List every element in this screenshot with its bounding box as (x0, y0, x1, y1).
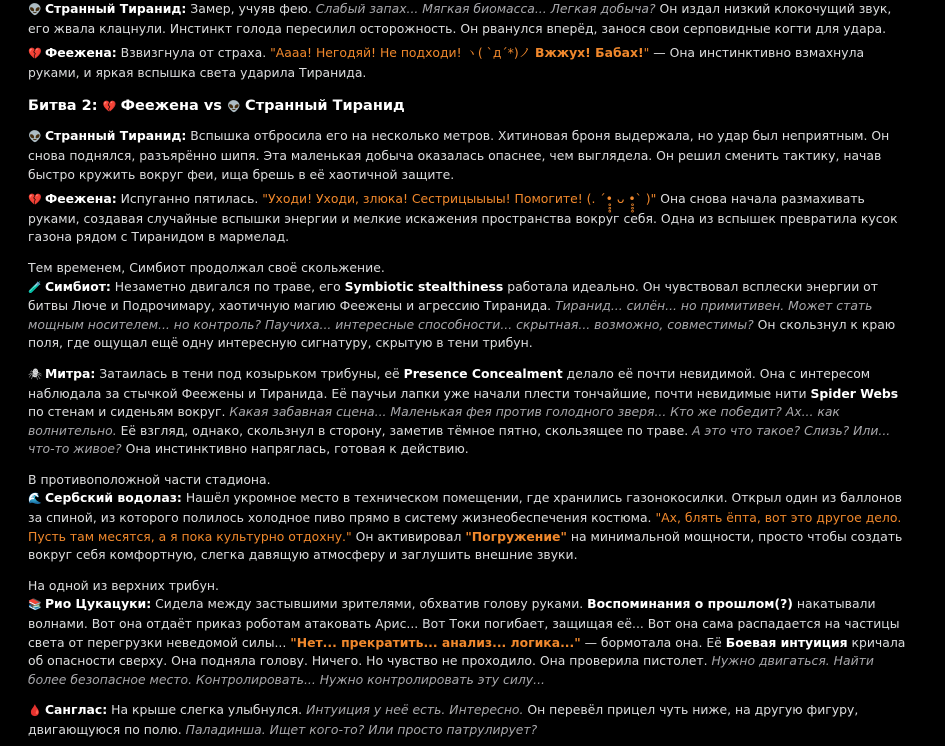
fighter-b: Странный Тиранид (245, 98, 405, 115)
message-text: На крыше слегка улыбнулся. (107, 702, 307, 718)
alien-icon: 👽 (226, 100, 241, 114)
broken-heart-icon: 💔 (28, 193, 42, 207)
speaker-name: Сербский водолаз: (44, 490, 182, 506)
message-tyranid-1 (28, 0, 908, 38)
speaker-name: Феежена: (44, 191, 117, 207)
wave-icon: 🌊 (28, 492, 42, 506)
speech-text: "Аааа! Негодяй! Не подходи! ヽ( `д´*)ノ (270, 45, 535, 61)
narration-line: Тем временем, Симбиот продолжал своё скольжение. (28, 259, 385, 275)
thought-text: Слабый запах... Мягкая биомасса... Легкая добыча? (315, 1, 656, 16)
message-text: Вспышка отбросила его на несколько метров. Хитиновая броня выдержала, но удар был неприятным. Он снова поднялся, разъярённо шипя. Эта маленькая добыча оказалась опаснее, чем выглядела. Он решил сменить тактику, начав быстро кружить вокруг феи, ища брешь в её хаотичной защите. (28, 128, 890, 182)
message-text: Взвизгнула от страха. (116, 45, 271, 61)
speaker-name: Санглас: (44, 702, 108, 718)
message-text: Испуганно пятилась. (116, 191, 263, 207)
message-rio (28, 595, 908, 689)
message-text: Он издал низкий клокочущий звук, его жвала клацнули. Инстинкт голода пересилил осторожность. Он рванулся вперёд, занося свои серповидные когти для удара. (28, 1, 892, 36)
message-text: кричала об опасности сверху. Она подняла голову. Ничего. Но чувство не проходило. Она проверила пистолет. (28, 634, 906, 669)
message-symbiote (28, 278, 908, 353)
versus-label: vs (203, 98, 222, 115)
message-sanglas (28, 701, 908, 739)
broken-heart-icon: 💔 (28, 47, 42, 61)
ability-name: "Погружение" (465, 528, 567, 544)
message-text: Он скользнул к краю поля, где ощущал ещё одну интересную сигнатуру, скрытую в тени трибун. (28, 316, 896, 351)
message-serbian-diver (28, 489, 908, 564)
message-tyranid-2 (28, 127, 908, 184)
message-text: Её взгляд, однако, скользнул в сторону, заметив тёмное пятно, скользящее по траве. (116, 422, 693, 438)
chat-log (28, 0, 908, 746)
books-icon: 📚 (28, 598, 42, 612)
battle-label: Битва 2: (28, 98, 98, 115)
ability-name: Боевая интуиция (725, 634, 848, 650)
message-text: — Она инстинктивно взмахнула руками, и яркая вспышка света ударила Тиранида. (28, 45, 865, 80)
message-feezhena-1 (28, 44, 908, 82)
alien-icon: 👽 (28, 3, 42, 16)
message-text: Замер, учуяв фею. (186, 1, 316, 16)
message-text: Она снова начала размахивать руками, создавая случайные вспышки энергии и мелкие искажения пространства вокруг себя. Одна из вспышек превратила кусок газона рядом с Тиранидом в мармелад. (28, 191, 898, 245)
ability-name: Symbiotic stealthiness (344, 278, 504, 294)
message-text: Она инстинктивно напряглась, готовая к действию. (121, 441, 469, 457)
ability-name: Presence Concealment (403, 365, 563, 381)
message-text: накатывали волнами. Вот она отдаёт приказ роботам атаковать Арис... Вот Токи погибает, защищая её... Вот она сама распадается на частицы света от перегрузки неведомой силы... (28, 596, 900, 650)
message-text: Нашёл укромное место в техническом помещении, где хранились газонокосилки. Открыл один из баллонов за спиной, из которого полилось холодное пиво прямо в систему жизнеобеспечения костюма. (28, 490, 902, 526)
message-text: по стенам и сиденьям вокруг. (28, 404, 230, 420)
alien-icon: 👽 (28, 130, 42, 144)
speaker-name: Рио Цукацуки: (44, 596, 152, 612)
ability-name: Spider Webs (810, 385, 899, 401)
message-mitra (28, 365, 908, 459)
spider-icon: 🕷 (28, 367, 42, 381)
message-text: на минимальной мощности, просто чтобы создать вокруг себя комфортную, слегка давящую атмосферу и заглушить внешние звуки. (28, 528, 903, 563)
speech-quote-close: " (643, 45, 650, 61)
fighter-a: Феежена (120, 98, 199, 115)
narration-line: В противоположной части стадиона. (28, 471, 271, 487)
speech-text: "Ах, блять ёпта, вот это другое дело. Пусть там месятся, а я пока культурно отдохну." (28, 510, 902, 544)
speaker-name: Феежена: (44, 45, 117, 61)
thought-text: А это что такое? Слизь? Или... что-то живое? (28, 422, 891, 457)
message-text: Он активировал (351, 528, 466, 544)
message-text: Сидела между застывшими зрителями, обхватив голову руками. (151, 596, 588, 612)
speaker-name: Митра: (44, 365, 96, 381)
speech-text-bold: "Нет... прекратить... анализ... логика..." (290, 634, 581, 650)
ability-name: Воспоминания о прошлом(?) (587, 596, 793, 612)
blood-drop-icon: 🩸 (28, 704, 42, 718)
speaker-name: Симбиот: (44, 278, 111, 294)
message-text: — бормотала она. Её (580, 634, 726, 650)
broken-heart-icon: 💔 (102, 100, 117, 114)
battle-heading (28, 96, 908, 117)
thought-text: Нужно двигаться. Найти более безопасное место. Контролировать... Нужно контролировать эту силу... (28, 653, 874, 687)
narration-line: На одной из верхних трибун. (28, 577, 219, 593)
speaker-name: Странный Тиранид: (44, 128, 187, 144)
speaker-name: Странный Тиранид: (44, 1, 187, 16)
message-text: Он перевёл прицел чуть ниже, на другую фигуру, двигающуюся по полю. (28, 702, 859, 737)
message-text: работала идеально. Он чувствовал всплески энергии от битвы Люче и Подрочимару, хаотичную магию Феежены и агрессию Тиранида. (28, 278, 878, 314)
thought-text: Интуиция у неё есть. Интересно. (306, 702, 524, 718)
speech-text-bold: Вжжух! Бабах! (535, 45, 644, 61)
thought-text: Паладинша. Ищет кого-то? Или просто патрулирует? (185, 722, 538, 737)
speech-text: "Уходи! Уходи, злюка! Сестрицыыыы! Помогите! (. ´•̥̥̥ ᴗ •̥̥̥` )" (262, 191, 657, 207)
message-text: Незаметно двигался по траве, его (110, 278, 345, 294)
message-text: Затаилась в тени под козырьком трибуны, её (95, 365, 404, 381)
thought-text: Какая забавная сцена... Маленькая фея против голодного зверя... Кто же победит? Ах... как волнительно. (28, 404, 840, 438)
thought-text: Тиранид... силён... но примитивен. Может стать мощным носителем... но контроль? Паучиха... интересные способности... скрытная... возможно, совместимы? (28, 298, 873, 332)
message-text: делало её почти невидимой. Она с интересом наблюдала за стычкой Феежены и Тиранида. Её паучьи лапки уже начали плести тончайшие, почти невидимые нити (28, 365, 871, 401)
test-tube-icon: 🧪 (28, 280, 42, 294)
message-feezhena-2 (28, 190, 908, 247)
